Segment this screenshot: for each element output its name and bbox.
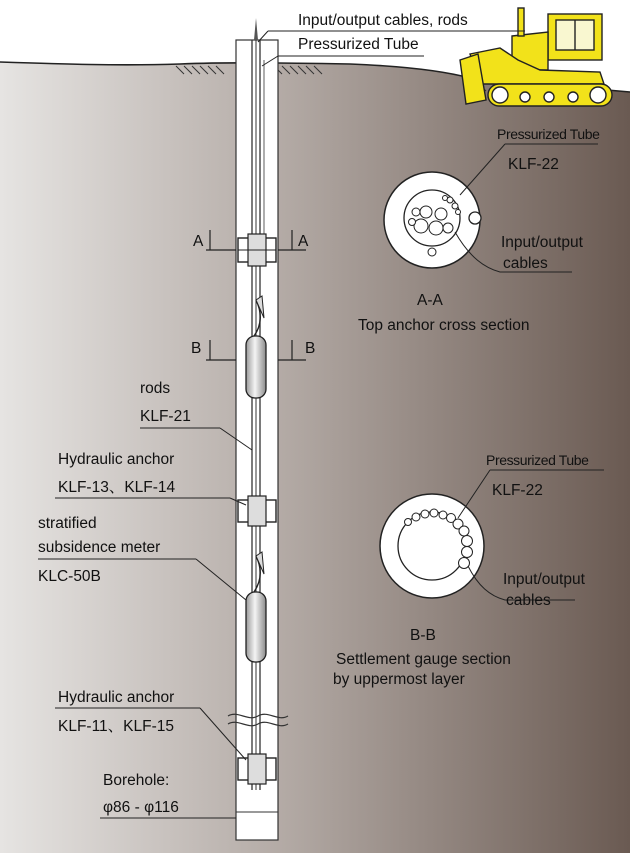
label-aa-title: A-A xyxy=(417,292,443,309)
hydraulic-anchor-upper xyxy=(238,496,276,526)
label-anchor2-model: KLF-11、KLF-15 xyxy=(58,718,175,735)
bulldozer xyxy=(460,8,612,106)
label-bb-caption-2: by uppermost layer xyxy=(333,671,465,688)
label-rods: rods xyxy=(140,380,171,397)
label-borehole: Borehole: xyxy=(103,772,170,789)
label-top-cables: Input/output cables, rods xyxy=(298,12,468,29)
section-b-left: B xyxy=(191,340,202,357)
label-anchor1-model: KLF-13、KLF-14 xyxy=(58,479,176,496)
cross-section-aa xyxy=(384,172,481,268)
top-anchor xyxy=(238,234,276,266)
label-bb-tube: Pressurized Tube xyxy=(486,452,589,468)
label-aa-cables-2: cables xyxy=(503,255,548,272)
section-b-right: B xyxy=(305,340,316,357)
rod-tip xyxy=(254,18,258,40)
label-bb-tube-model: KLF-22 xyxy=(492,482,543,499)
label-aa-cables-1: Input/output xyxy=(501,234,583,251)
label-top-tube: Pressurized Tube xyxy=(298,36,419,53)
label-anchor2: Hydraulic anchor xyxy=(58,689,175,706)
label-meter-model: KLC-50B xyxy=(38,568,101,585)
label-bb-caption-1: Settlement gauge section xyxy=(336,651,511,668)
section-a-left: A xyxy=(193,233,204,250)
borehole xyxy=(236,40,278,840)
section-a-right: A xyxy=(298,233,309,250)
label-rods-model: KLF-21 xyxy=(140,408,191,425)
label-bb-cables-2: cables xyxy=(506,592,551,609)
label-bb-title: B-B xyxy=(410,627,436,644)
cross-section-bb xyxy=(380,494,484,598)
label-anchor1: Hydraulic anchor xyxy=(58,451,175,468)
label-aa-tube: Pressurized Tube xyxy=(497,126,600,142)
label-aa-tube-model: KLF-22 xyxy=(508,156,559,173)
label-bb-cables-1: Input/output xyxy=(503,571,585,588)
label-meter-2: subsidence meter xyxy=(38,539,161,556)
label-aa-caption: Top anchor cross section xyxy=(358,317,530,334)
hydraulic-anchor-lower xyxy=(238,754,276,784)
label-borehole-size: φ86 - φ116 xyxy=(103,799,179,816)
label-meter-1: stratified xyxy=(38,515,97,532)
